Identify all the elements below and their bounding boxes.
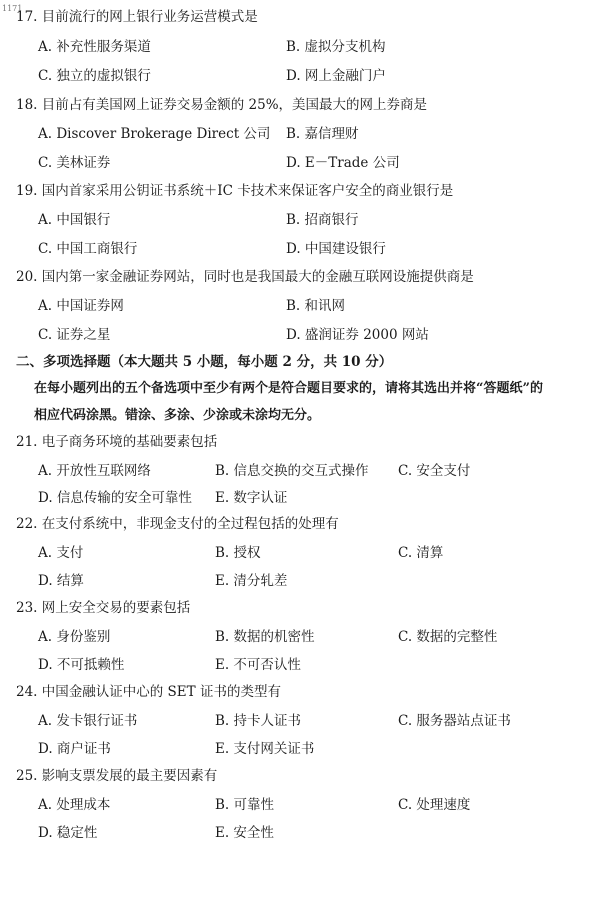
question-20-option-d: D. 盛润证券 2000 网站 — [286, 327, 429, 343]
question-22-option-e: E. 清分轧差 — [215, 573, 288, 589]
question-17-option-d: D. 网上金融门户 — [286, 68, 386, 84]
section-2-instruction-line-1: 在每小题列出的五个备选项中至少有两个是符合题目要求的，请将其选出并将“答题纸”的 — [34, 381, 543, 396]
question-23-option-d: D. 不可抵赖性 — [38, 657, 125, 673]
question-21-option-c: C. 安全支付 — [398, 463, 471, 479]
question-21-stem: 21. 电子商务环境的基础要素包括 — [16, 434, 218, 450]
question-25-stem: 25. 影响支票发展的最主要因素有 — [16, 768, 218, 784]
question-19-option-c: C. 中国工商银行 — [38, 241, 138, 257]
question-25-option-c: C. 处理速度 — [398, 797, 471, 813]
question-24-option-a: A. 发卡银行证书 — [38, 713, 138, 729]
question-17-option-a: A. 补充性服务渠道 — [38, 39, 151, 55]
question-21-option-b: B. 信息交换的交互式操作 — [215, 463, 369, 479]
question-18-option-a: A. Discover Brokerage Direct 公司 — [38, 126, 271, 142]
section-2-title: 二、多项选择题（本大题共 5 小题，每小题 2 分，共 10 分） — [16, 354, 393, 370]
question-24-option-c: C. 服务器站点证书 — [398, 713, 511, 729]
question-19-option-a: A. 中国银行 — [38, 212, 111, 228]
question-18-stem: 18. 目前占有美国网上证券交易金额的 25%，美国最大的网上券商是 — [16, 97, 428, 113]
question-20-option-c: C. 证券之星 — [38, 327, 111, 343]
question-23-option-e: E. 不可否认性 — [215, 657, 301, 673]
question-25-option-e: E. 安全性 — [215, 825, 274, 841]
question-23-option-c: C. 数据的完整性 — [398, 629, 498, 645]
question-22-option-b: B. 授权 — [215, 545, 261, 561]
question-20-option-a: A. 中国证券网 — [38, 298, 124, 314]
question-22-option-c: C. 清算 — [398, 545, 444, 561]
question-17-stem: 17. 目前流行的网上银行业务运营模式是 — [16, 9, 258, 25]
question-24-option-e: E. 支付网关证书 — [215, 741, 315, 757]
question-21-option-a: A. 开放性互联网络 — [38, 463, 151, 479]
question-17-option-b: B. 虚拟分支机构 — [286, 39, 386, 55]
question-25-option-b: B. 可靠性 — [215, 797, 275, 813]
question-23-option-b: B. 数据的机密性 — [215, 629, 315, 645]
question-25-option-a: A. 处理成本 — [38, 797, 111, 813]
question-17-option-c: C. 独立的虚拟银行 — [38, 68, 151, 84]
question-19-option-b: B. 招商银行 — [286, 212, 359, 228]
question-18-option-c: C. 美林证券 — [38, 155, 111, 171]
question-21-option-d: D. 信息传输的安全可靠性 — [38, 490, 192, 506]
question-24-stem: 24. 中国金融认证中心的 SET 证书的类型有 — [16, 684, 281, 700]
question-22-option-a: A. 支付 — [38, 545, 84, 561]
question-19-option-d: D. 中国建设银行 — [286, 241, 386, 257]
question-19-stem: 19. 国内首家采用公钥证书系统＋IC 卡技术来保证客户安全的商业银行是 — [16, 183, 454, 199]
question-21-option-e: E. 数字认证 — [215, 490, 288, 506]
question-18-option-b: B. 嘉信理财 — [286, 126, 359, 142]
question-20-stem: 20. 国内第一家金融证券网站，同时也是我国最大的金融互联网设施提供商是 — [16, 269, 474, 285]
page-header-mark: 1171 — [2, 4, 23, 13]
question-23-stem: 23. 网上安全交易的要素包括 — [16, 600, 191, 616]
question-20-option-b: B. 和讯网 — [286, 298, 346, 314]
question-24-option-d: D. 商户证书 — [38, 741, 111, 757]
question-25-option-d: D. 稳定性 — [38, 825, 98, 841]
question-22-option-d: D. 结算 — [38, 573, 84, 589]
question-22-stem: 22. 在支付系统中，非现金支付的全过程包括的处理有 — [16, 516, 339, 532]
question-18-option-d: D. E－Trade 公司 — [286, 155, 400, 171]
question-23-option-a: A. 身份鉴别 — [38, 629, 111, 645]
section-2-instruction-line-2: 相应代码涂黑。错涂、多涂、少涂或未涂均无分。 — [34, 408, 321, 423]
question-24-option-b: B. 持卡人证书 — [215, 713, 302, 729]
